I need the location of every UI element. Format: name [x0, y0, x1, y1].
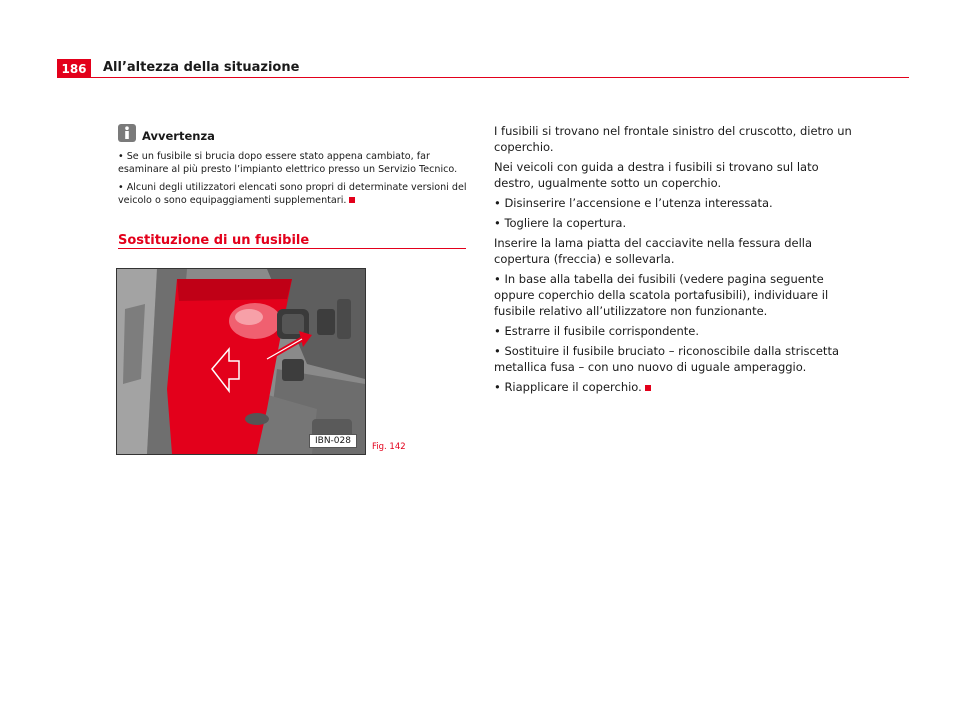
warning-item: • Se un fusibile si brucia dopo essere stato appena cambiato, far esaminare al più presto l’impianto elettrico presso un Servizio Tecnico.: [118, 151, 458, 175]
body-paragraph: • In base alla tabella dei fusibili (vedere pagina seguente oppure coperchio della scatola portafusibili), individuare il fusibile relativo all’utilizzatore non funzionante.: [494, 272, 829, 318]
body-paragraph: • Sostituire il fusibile bruciato – riconoscibile dalla striscetta metallica fusa – con uno nuovo di uguale amperaggio.: [494, 344, 839, 374]
body-paragraph: I fusibili si trovano nel frontale sinistro del cruscotto, dietro un coperchio.: [494, 124, 852, 154]
dashboard-illustration: [117, 269, 365, 454]
header-divider: [57, 77, 909, 78]
info-icon: [118, 124, 136, 142]
body-paragraph: Inserire la lama piatta del cacciavite nella fessura della copertura (freccia) e sollevarla.: [494, 236, 813, 266]
page-header-title: All’altezza della situazione: [103, 60, 300, 75]
body-paragraph: • Estrarre il fusibile corrispondente.: [494, 324, 700, 338]
end-of-section-mark: [349, 197, 355, 203]
fuse-cover-figure: [116, 268, 366, 455]
body-paragraph: • Togliere la copertura.: [494, 216, 627, 230]
body-paragraph: • Disinserire l’accensione e l’utenza interessata.: [494, 196, 773, 210]
figure-code-label: IBN-028: [309, 434, 357, 448]
figure-caption: Fig. 142: [372, 442, 406, 452]
warning-heading: [118, 123, 215, 143]
end-of-section-mark: [645, 385, 651, 391]
body-paragraph: • Riapplicare il coperchio.: [494, 379, 854, 395]
body-paragraph: Nei veicoli con guida a destra i fusibili si trovano sul lato destro, ugualmente sotto un coperchio.: [494, 160, 819, 190]
warning-item: • Alcuni degli utilizzatori elencati sono propri di determinate versioni del veicolo o sono equipaggiamenti supplementari.: [118, 182, 467, 206]
section-divider: [118, 248, 466, 249]
warning-title: Avvertenza: [142, 129, 215, 143]
instructions-column: [494, 123, 854, 399]
section-title: Sostituzione di un fusibile: [118, 233, 310, 248]
page-number: 186: [57, 59, 91, 78]
